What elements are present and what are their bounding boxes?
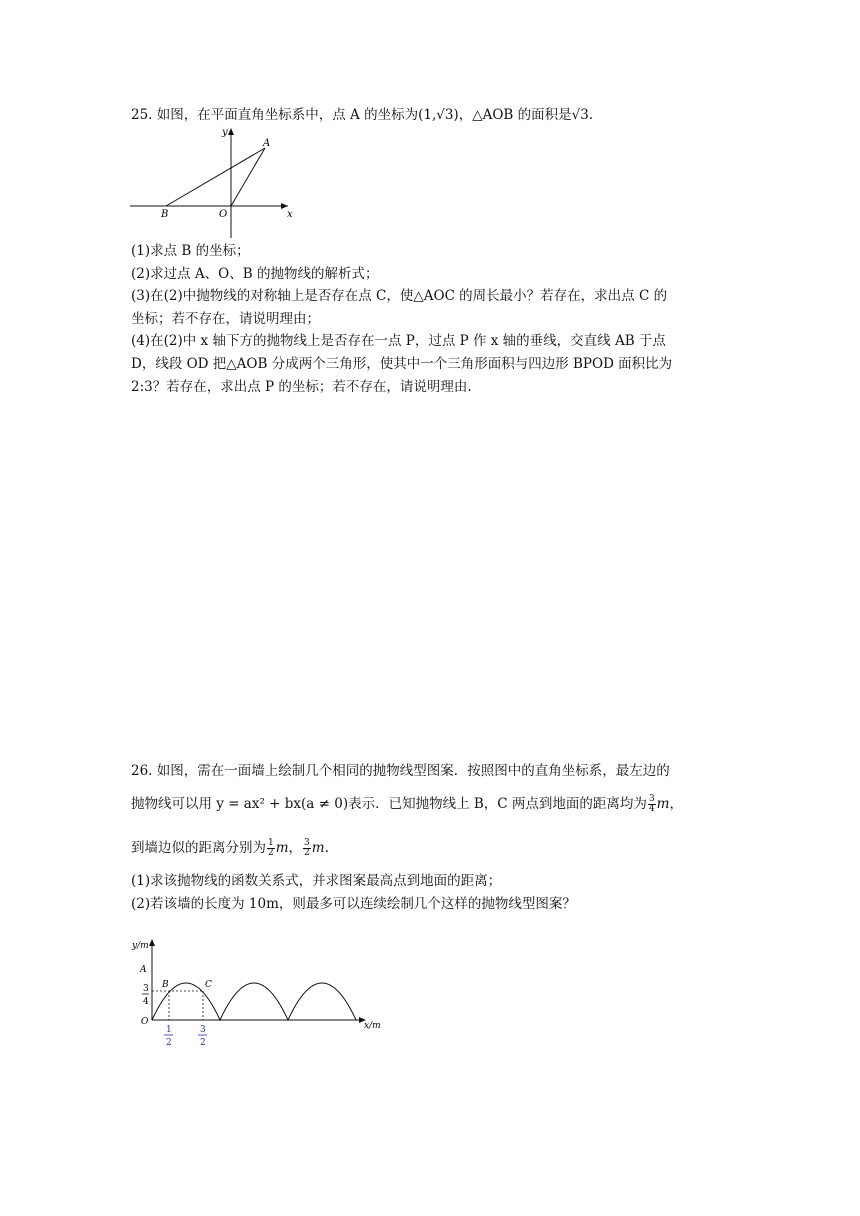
y-tick-denominator: 4 [143, 997, 149, 1007]
origin-label: O [219, 209, 228, 220]
q25-part4-line3: 2:3？若存在，求出点 P 的坐标；若不存在，请说明理由. [131, 379, 472, 395]
q25-part3-line1: (3)在(2)中抛物线的对称轴上是否存在点 C，使△AOC 的周长最小？若存在，求出点 C 的 [131, 288, 668, 304]
q26-parabola-figure [128, 936, 388, 1054]
q26-part1: (1)求该抛物线的函数关系式，并求图案最高点到地面的距离； [131, 873, 502, 889]
x-axis-label: x [287, 209, 293, 220]
fraction-three-halves: $\frac{3}{2}$ [304, 838, 310, 858]
point-a-label: A [140, 965, 147, 975]
y-axis-label: y/m [132, 941, 149, 951]
y-axis-label: y [222, 127, 228, 138]
q26-stem-line3: 到墙边似的距离分别为 $\frac{1}{2}$ m， $\frac{3}{2}$ m. [131, 838, 329, 858]
q25-part2: (2)求过点 A、O、B 的抛物线的解析式； [131, 266, 379, 282]
origin-label: O [141, 1017, 149, 1027]
q25-stem: 25. 如图，在平面直角坐标系中，点 A 的坐标为(1,√3)，△AOB 的面积是√3. [131, 107, 594, 123]
fraction-three-quarters: $\frac{3}{4}$ [648, 794, 655, 814]
q25-triangle-figure [128, 124, 298, 240]
point-a-label: A [263, 138, 271, 149]
x-tick-numerator-2: 3 [200, 1025, 206, 1035]
x-tick-numerator-1: 1 [166, 1025, 172, 1035]
point-b-label: B [161, 209, 169, 220]
fraction-one-half: $\frac{1}{2}$ [268, 838, 274, 858]
q25-part3-line2: 坐标；若不存在，请说明理由； [131, 311, 320, 327]
x-axis-label: x/m [364, 1021, 381, 1031]
point-b-label: B [162, 980, 169, 990]
x-tick-denominator-2: 2 [200, 1038, 206, 1048]
x-tick-denominator-1: 2 [166, 1038, 172, 1048]
q25-part4-line2: D，线段 OD 把△AOB 分成两个三角形，使其中一个三角形面积与四边形 BPOD 面积比为 [131, 356, 673, 372]
q26-stem-line2: 抛物线可以用 y = ax² + bx(a ≠ 0)表示．已知抛物线上 B，C 两点到地面的距离均为 $\frac{3}{4}$ m， [131, 794, 683, 814]
q25-part1: (1)求点 B 的坐标； [131, 243, 250, 259]
q26-part2: (2)若该墙的长度为 10m，则最多可以连续绘制几个这样的抛物线型图案？ [131, 896, 576, 912]
q26-stem-line1: 26. 如图，需在一面墙上绘制几个相同的抛物线型图案．按照图中的直角坐标系，最左边的 [131, 763, 670, 779]
point-c-label: C [205, 980, 212, 990]
q25-part4-line1: (4)在(2)中 x 轴下方的抛物线上是否存在一点 P，过点 P 作 x 轴的垂线，交直线 AB 于点 [131, 333, 666, 349]
y-tick-numerator: 3 [143, 984, 149, 994]
q26-stem-line2-text: 抛物线可以用 y = ax² + bx(a ≠ 0)表示．已知抛物线上 B，C 两点到地面的距离均为 [131, 796, 647, 812]
